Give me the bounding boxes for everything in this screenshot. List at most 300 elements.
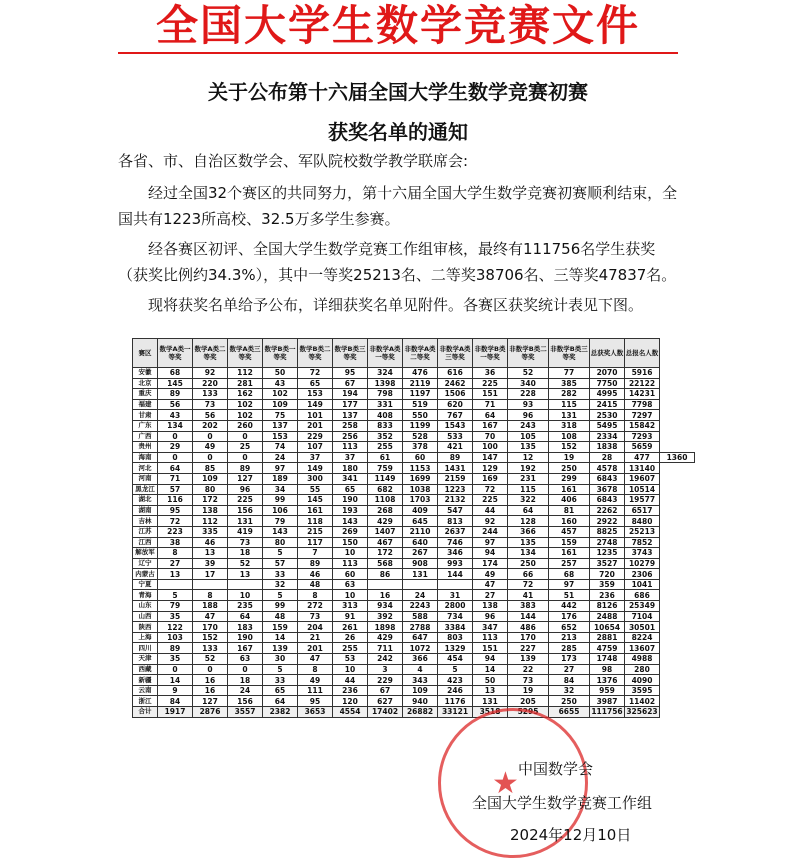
value-cell: 120 (333, 696, 368, 707)
value-cell: 71 (158, 473, 193, 484)
value-cell: 145 (298, 495, 333, 506)
table-header-cell: 总报名人数 (625, 339, 660, 368)
value-cell: 519 (403, 399, 438, 410)
value-cell: 105 (508, 431, 549, 442)
value-cell: 65 (298, 378, 333, 389)
value-cell: 385 (549, 378, 590, 389)
table-row (133, 442, 695, 453)
value-cell: 2748 (590, 537, 625, 548)
value-cell: 7750 (590, 378, 625, 389)
table-row (133, 643, 695, 654)
value-cell: 1398 (368, 378, 403, 389)
value-cell: 225 (473, 495, 508, 506)
value-cell (403, 579, 438, 590)
value-cell: 378 (403, 442, 438, 453)
value-cell: 107 (298, 442, 333, 453)
region-cell: 宁夏 (133, 579, 158, 590)
table-row (133, 685, 695, 696)
region-cell: 湖南 (133, 505, 158, 516)
value-cell: 5 (438, 664, 473, 675)
value-cell: 79 (263, 516, 298, 527)
value-cell: 115 (508, 484, 549, 495)
value-cell: 52 (193, 654, 228, 665)
total-value-cell: 5295 (508, 707, 549, 718)
value-cell: 99 (263, 601, 298, 612)
value-cell: 231 (508, 473, 549, 484)
value-cell: 72 (508, 579, 549, 590)
value-cell: 22122 (625, 378, 660, 389)
value-cell: 65 (333, 484, 368, 495)
value-cell: 101 (298, 410, 333, 421)
value-cell: 89 (158, 643, 193, 654)
region-cell: 内蒙古 (133, 569, 158, 580)
value-cell: 113 (473, 632, 508, 643)
value-cell: 72 (158, 516, 193, 527)
value-cell: 392 (368, 611, 403, 622)
total-value-cell: 3557 (228, 707, 263, 718)
value-cell: 14231 (625, 389, 660, 400)
value-cell: 1176 (438, 696, 473, 707)
value-cell: 993 (438, 558, 473, 569)
value-cell: 149 (298, 399, 333, 410)
value-cell: 0 (228, 431, 263, 442)
value-cell: 25213 (625, 526, 660, 537)
value-cell: 183 (228, 622, 263, 633)
value-cell: 244 (473, 526, 508, 537)
value-cell: 13140 (625, 463, 660, 474)
value-cell: 7104 (625, 611, 660, 622)
value-cell: 5 (263, 590, 298, 601)
table-row (133, 675, 695, 686)
value-cell: 16 (368, 590, 403, 601)
value-cell: 48 (263, 611, 298, 622)
table-row (133, 654, 695, 665)
value-cell: 68 (158, 368, 193, 379)
value-cell: 167 (473, 420, 508, 431)
value-cell: 272 (298, 601, 333, 612)
value-cell: 118 (298, 516, 333, 527)
table-row (133, 399, 695, 410)
value-cell: 0 (193, 452, 228, 463)
value-cell: 127 (228, 473, 263, 484)
value-cell: 137 (333, 410, 368, 421)
value-cell: 56 (158, 399, 193, 410)
value-cell: 0 (193, 431, 228, 442)
table-row (133, 473, 695, 484)
region-cell: 陕西 (133, 622, 158, 633)
value-cell: 798 (368, 389, 403, 400)
value-cell (438, 579, 473, 590)
region-cell: 广东 (133, 420, 158, 431)
value-cell: 5 (263, 664, 298, 675)
value-cell: 100 (473, 442, 508, 453)
table-header-cell: 数学B类一等奖 (263, 339, 298, 368)
value-cell: 235 (228, 601, 263, 612)
value-cell: 94 (473, 548, 508, 559)
value-cell: 734 (438, 611, 473, 622)
value-cell: 236 (333, 685, 368, 696)
value-cell: 97 (263, 463, 298, 474)
value-cell: 268 (368, 505, 403, 516)
value-cell: 41 (508, 590, 549, 601)
value-cell: 91 (333, 611, 368, 622)
value-cell: 161 (298, 505, 333, 516)
value-cell: 6517 (625, 505, 660, 516)
value-cell: 13 (473, 685, 508, 696)
value-cell: 103 (158, 632, 193, 643)
value-cell: 0 (158, 664, 193, 675)
value-cell: 79 (158, 601, 193, 612)
region-cell: 江西 (133, 537, 158, 548)
value-cell: 1748 (590, 654, 625, 665)
value-cell: 10 (333, 548, 368, 559)
value-cell: 24 (263, 452, 298, 463)
value-cell: 38 (158, 537, 193, 548)
value-cell: 152 (549, 442, 590, 453)
value-cell: 256 (333, 431, 368, 442)
value-cell: 10 (333, 664, 368, 675)
value-cell: 528 (403, 431, 438, 442)
value-cell: 111 (298, 685, 333, 696)
value-cell: 281 (228, 378, 263, 389)
value-cell: 8825 (590, 526, 625, 537)
table-row (133, 431, 695, 442)
value-cell: 940 (403, 696, 438, 707)
value-cell: 813 (438, 516, 473, 527)
value-cell: 7 (298, 548, 333, 559)
region-cell: 河南 (133, 473, 158, 484)
value-cell: 80 (193, 484, 228, 495)
value-cell: 280 (625, 664, 660, 675)
value-cell: 250 (508, 558, 549, 569)
region-cell: 云南 (133, 685, 158, 696)
value-cell: 37 (333, 452, 368, 463)
value-cell: 92 (193, 368, 228, 379)
value-cell: 640 (403, 537, 438, 548)
value-cell: 56 (193, 410, 228, 421)
value-cell: 29 (158, 442, 193, 453)
value-cell: 72 (298, 368, 333, 379)
value-cell: 151 (473, 389, 508, 400)
value-cell: 11402 (625, 696, 660, 707)
value-cell: 26 (333, 632, 368, 643)
value-cell: 250 (549, 696, 590, 707)
value-cell: 94 (473, 654, 508, 665)
value-cell: 73 (298, 611, 333, 622)
total-value-cell: 6655 (549, 707, 590, 718)
value-cell: 15842 (625, 420, 660, 431)
signature-org1: 中国数学会 (518, 760, 594, 778)
value-cell: 156 (228, 696, 263, 707)
total-value-cell: 325623 (626, 707, 658, 717)
value-cell: 341 (333, 473, 368, 484)
value-cell: 13 (158, 569, 193, 580)
region-cell: 浙江 (133, 696, 158, 707)
value-cell: 5495 (590, 420, 625, 431)
region-cell: 福建 (133, 399, 158, 410)
signature-date: 2024年12月10日 (510, 826, 632, 844)
value-cell: 343 (403, 675, 438, 686)
value-cell: 1329 (438, 643, 473, 654)
value-cell: 64 (263, 696, 298, 707)
value-cell: 2488 (590, 611, 625, 622)
value-cell: 0 (158, 431, 193, 442)
value-cell: 89 (298, 558, 333, 569)
value-cell: 162 (228, 389, 263, 400)
table-row (133, 548, 695, 559)
table-row (133, 378, 695, 389)
value-cell: 19 (508, 685, 549, 696)
value-cell: 81 (549, 505, 590, 516)
value-cell: 18 (228, 675, 263, 686)
value-cell: 682 (368, 484, 403, 495)
value-cell: 18 (228, 548, 263, 559)
table-body (133, 368, 695, 718)
value-cell: 63 (228, 654, 263, 665)
value-cell: 170 (193, 622, 228, 633)
total-value-cell: 3518 (473, 707, 508, 718)
region-cell: 贵州 (133, 442, 158, 453)
value-cell: 47 (193, 611, 228, 622)
total-value-cell: 17402 (368, 707, 403, 718)
value-cell: 24 (403, 590, 438, 601)
value-cell: 159 (263, 622, 298, 633)
value-cell: 109 (193, 473, 228, 484)
value-cell: 1360 (660, 452, 695, 463)
value-cell: 89 (228, 463, 263, 474)
value-cell: 282 (549, 389, 590, 400)
region-cell: 解放军 (133, 548, 158, 559)
value-cell: 170 (508, 632, 549, 643)
table-row (133, 664, 695, 675)
value-cell: 96 (508, 410, 549, 421)
value-cell: 4578 (590, 463, 625, 474)
value-cell: 64 (158, 463, 193, 474)
value-cell: 32 (263, 579, 298, 590)
value-cell: 331 (368, 399, 403, 410)
value-cell: 1898 (368, 622, 403, 633)
value-cell: 43 (158, 410, 193, 421)
value-cell: 383 (508, 601, 549, 612)
value-cell: 223 (158, 526, 193, 537)
value-cell: 135 (508, 537, 549, 548)
value-cell: 423 (438, 675, 473, 686)
value-cell: 550 (403, 410, 438, 421)
value-cell: 52 (228, 558, 263, 569)
value-cell: 143 (263, 526, 298, 537)
value-cell: 366 (508, 526, 549, 537)
region-cell: 新疆 (133, 675, 158, 686)
value-cell: 299 (549, 473, 590, 484)
table-total-row (133, 707, 695, 718)
total-value-cell: 2876 (193, 707, 228, 718)
value-cell: 102 (263, 389, 298, 400)
value-cell: 229 (368, 675, 403, 686)
value-cell: 2462 (438, 378, 473, 389)
table-row (133, 368, 695, 379)
value-cell: 95 (333, 368, 368, 379)
value-cell: 151 (473, 643, 508, 654)
value-cell: 46 (193, 537, 228, 548)
value-cell: 568 (368, 558, 403, 569)
value-cell: 139 (263, 643, 298, 654)
value-cell: 131 (228, 516, 263, 527)
value-cell: 52 (508, 368, 549, 379)
total-value-cell: 2382 (263, 707, 298, 718)
value-cell: 3678 (590, 484, 625, 495)
value-cell: 24 (228, 685, 263, 696)
region-cell: 辽宁 (133, 558, 158, 569)
value-cell: 61 (368, 452, 403, 463)
value-cell: 25 (228, 442, 263, 453)
value-cell: 419 (228, 526, 263, 537)
value-cell: 1108 (368, 495, 403, 506)
region-cell: 重庆 (133, 389, 158, 400)
value-cell: 457 (549, 526, 590, 537)
value-cell: 13607 (625, 643, 660, 654)
header-divider (118, 52, 678, 54)
value-cell: 95 (298, 696, 333, 707)
value-cell: 261 (333, 622, 368, 633)
value-cell: 131 (473, 696, 508, 707)
table-row (133, 632, 695, 643)
value-cell: 133 (193, 643, 228, 654)
value-cell: 3 (368, 664, 403, 675)
value-cell: 746 (438, 537, 473, 548)
value-cell: 5916 (625, 368, 660, 379)
value-cell: 0 (228, 452, 263, 463)
value-cell: 72 (473, 484, 508, 495)
value-cell: 37 (298, 452, 333, 463)
value-cell: 3987 (590, 696, 625, 707)
table-row (133, 484, 695, 495)
value-cell: 3595 (625, 685, 660, 696)
region-cell: 海南 (133, 452, 158, 463)
value-cell: 64 (228, 611, 263, 622)
value-cell: 169 (473, 473, 508, 484)
value-cell: 190 (333, 495, 368, 506)
table-row (133, 495, 695, 506)
value-cell: 2306 (625, 569, 660, 580)
value-cell: 66 (508, 569, 549, 580)
value-cell: 7798 (625, 399, 660, 410)
value-cell: 138 (473, 601, 508, 612)
value-cell: 49 (298, 675, 333, 686)
value-cell: 959 (590, 685, 625, 696)
value-cell: 97 (549, 579, 590, 590)
table-row (133, 601, 695, 612)
value-cell: 189 (263, 473, 298, 484)
table-header-cell: 数学B类三等奖 (333, 339, 368, 368)
value-cell: 14 (473, 664, 508, 675)
value-cell: 347 (473, 622, 508, 633)
table-header-cell: 非数学B类三等奖 (549, 339, 590, 368)
value-cell: 14 (158, 675, 193, 686)
value-cell: 174 (473, 558, 508, 569)
value-cell: 8 (298, 590, 333, 601)
value-cell: 84 (549, 675, 590, 686)
value-cell: 46 (298, 569, 333, 580)
value-cell: 1153 (403, 463, 438, 474)
value-cell: 1407 (368, 526, 403, 537)
table-header-cell: 赛区 (133, 339, 158, 368)
value-cell: 143 (333, 516, 368, 527)
value-cell: 3743 (625, 548, 660, 559)
value-cell: 50 (473, 675, 508, 686)
value-cell (368, 579, 403, 590)
value-cell: 2070 (590, 368, 625, 379)
table-header-cell: 非数学A类三等奖 (438, 339, 473, 368)
value-cell: 285 (549, 643, 590, 654)
value-cell: 2415 (590, 399, 625, 410)
total-value-cell: 26882 (403, 707, 438, 718)
value-cell: 421 (438, 442, 473, 453)
value-cell: 255 (368, 442, 403, 453)
value-cell: 352 (368, 431, 403, 442)
value-cell: 116 (158, 495, 193, 506)
value-cell: 102 (228, 399, 263, 410)
value-cell: 8480 (625, 516, 660, 527)
value-cell: 173 (549, 654, 590, 665)
value-cell: 2800 (438, 601, 473, 612)
value-cell: 5 (158, 590, 193, 601)
value-cell: 96 (473, 611, 508, 622)
region-cell: 山东 (133, 601, 158, 612)
value-cell: 2159 (438, 473, 473, 484)
value-cell: 2530 (590, 410, 625, 421)
value-cell: 429 (368, 632, 403, 643)
value-cell: 98 (590, 664, 625, 675)
value-cell: 134 (158, 420, 193, 431)
value-cell: 7852 (625, 537, 660, 548)
value-cell: 267 (403, 548, 438, 559)
value-cell: 60 (403, 452, 438, 463)
value-cell: 409 (403, 505, 438, 516)
value-cell: 65 (263, 685, 298, 696)
value-cell: 50 (263, 368, 298, 379)
value-cell: 47 (298, 654, 333, 665)
value-cell: 258 (333, 420, 368, 431)
value-cell: 8 (158, 548, 193, 559)
value-cell: 8224 (625, 632, 660, 643)
value-cell: 134 (508, 548, 549, 559)
value-cell: 476 (403, 368, 438, 379)
region-cell: 安徽 (133, 368, 158, 379)
value-cell: 220 (193, 378, 228, 389)
value-cell: 406 (549, 495, 590, 506)
value-cell: 10514 (625, 484, 660, 495)
value-cell: 213 (549, 632, 590, 643)
table-header-cell: 非数学B类一等奖 (473, 339, 508, 368)
value-cell: 49 (193, 442, 228, 453)
award-statistics-table (132, 338, 695, 718)
value-cell: 67 (368, 685, 403, 696)
value-cell: 467 (368, 537, 403, 548)
region-cell: 黑龙江 (133, 484, 158, 495)
value-cell: 36 (473, 368, 508, 379)
value-cell: 73 (228, 537, 263, 548)
value-cell: 335 (193, 526, 228, 537)
value-cell: 2119 (403, 378, 438, 389)
value-cell: 711 (368, 643, 403, 654)
paragraph-3: 现将获奖名单给予公布，详细获奖名单见附件。各赛区获奖统计表见下图。 (148, 296, 644, 314)
value-cell: 202 (193, 420, 228, 431)
value-cell: 767 (438, 410, 473, 421)
table-header-row (133, 339, 695, 368)
value-cell: 161 (549, 484, 590, 495)
value-cell: 153 (298, 389, 333, 400)
value-cell: 30501 (625, 622, 660, 633)
